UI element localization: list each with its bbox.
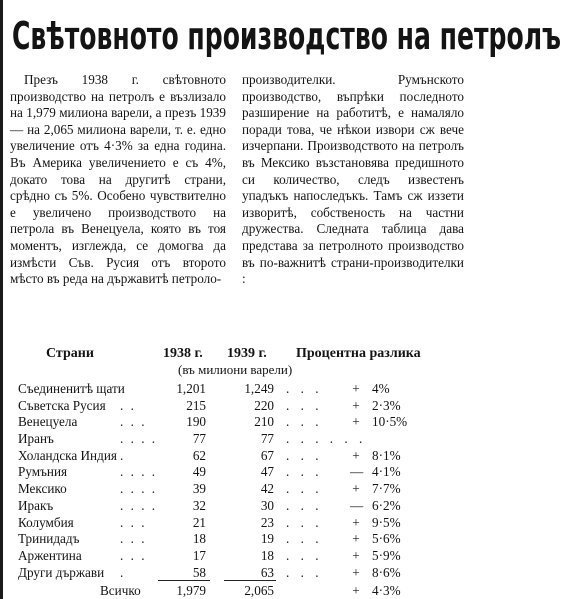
percent-change: 7·7% bbox=[372, 481, 401, 497]
change-sign: + bbox=[352, 397, 360, 413]
table-row bbox=[0, 515, 471, 532]
value-1938: 32 bbox=[192, 497, 206, 513]
table-row bbox=[0, 431, 471, 448]
header-1939: 1939 г. bbox=[227, 346, 267, 361]
change-sign: + bbox=[352, 514, 360, 530]
header-percent-diff: Процентна разлика bbox=[296, 346, 421, 361]
country-name: Венецуела bbox=[18, 414, 78, 430]
value-1938: 49 bbox=[192, 464, 206, 480]
table-row bbox=[0, 548, 471, 565]
value-1939: 18 bbox=[260, 547, 274, 563]
leader-dots: . bbox=[120, 447, 126, 463]
country-name: Колумбия bbox=[18, 514, 74, 530]
table-row bbox=[0, 481, 471, 498]
table-row bbox=[0, 498, 471, 515]
value-1939: 19 bbox=[260, 531, 274, 547]
leader-dots: . . . bbox=[286, 464, 323, 480]
percent-change: 2·3% bbox=[372, 397, 401, 413]
leader-dots: . . . bbox=[286, 414, 323, 430]
total-rule-1938 bbox=[158, 580, 210, 581]
table-row bbox=[0, 414, 471, 431]
total-1938: 1,979 bbox=[176, 583, 206, 598]
country-name: Съединенитѣ щати bbox=[18, 381, 125, 396]
country-name: Румъния bbox=[18, 464, 68, 480]
value-1939: 67 bbox=[260, 447, 274, 463]
value-1938: 1,201 bbox=[176, 381, 206, 396]
value-1938: 39 bbox=[192, 481, 206, 497]
leader-dots: . . . bbox=[286, 531, 323, 547]
header-unit: (въ милиони варели) bbox=[178, 362, 293, 377]
change-sign: + bbox=[352, 414, 360, 430]
leader-dots: . . . . bbox=[120, 431, 158, 447]
percent-change: 4% bbox=[372, 381, 390, 396]
leader-dots: . . . bbox=[120, 514, 147, 530]
change-sign: + bbox=[352, 531, 360, 547]
value-1939: 23 bbox=[260, 514, 274, 530]
change-sign: + bbox=[352, 481, 360, 497]
value-1938: 77 bbox=[192, 431, 206, 447]
change-sign: + bbox=[352, 564, 360, 580]
leader-dots: . . . bbox=[286, 381, 323, 396]
leader-dots: . . . bbox=[286, 564, 323, 580]
value-1938: 18 bbox=[192, 531, 206, 547]
percent-change: 4·1% bbox=[372, 464, 401, 480]
table-row bbox=[0, 398, 471, 415]
change-sign: + bbox=[352, 447, 360, 463]
value-1938: 190 bbox=[186, 414, 206, 430]
table-row bbox=[0, 565, 471, 582]
right-column-text: производителки. Румънското производство, въпрѣки последното разширение на работитѣ, е намаляло поради това, че нѣкои извори сж вече изчерпани. Производството на петролъ въ Мексико възстановява предишното си количество, следъ известенъ упадъкъ напоследъкъ. Тамъ сж иззети изворитѣ, собственость на частни дружества. Следната таблица дава представа за петролното производство въ по-важнитѣ страни-производителки : bbox=[242, 72, 464, 287]
country-name: Иракъ bbox=[18, 497, 54, 513]
table-total-row bbox=[0, 583, 471, 599]
change-sign: + bbox=[352, 381, 360, 396]
value-1939: 30 bbox=[260, 497, 274, 513]
percent-change: 9·5% bbox=[372, 514, 401, 530]
percent-change: 5·9% bbox=[372, 547, 401, 563]
total-rule-1939 bbox=[224, 580, 276, 581]
total-label: Всичко bbox=[100, 583, 141, 598]
leader-dots: . . . . bbox=[120, 464, 158, 480]
table-row bbox=[0, 448, 471, 465]
header-1938: 1938 г. bbox=[163, 346, 203, 361]
leader-dots: . . . bbox=[286, 397, 323, 413]
header-country: Страни bbox=[46, 346, 94, 361]
value-1939: 47 bbox=[260, 464, 274, 480]
value-1939: 63 bbox=[260, 564, 274, 580]
value-1939: 77 bbox=[260, 431, 274, 447]
left-column-text: Презъ 1938 г. свѣтовното производство на петролъ е възлизало на 1,979 милиона варели, а презъ 1939 — на 2,065 милиона варели, т. е. едно увеличение отъ 4·3% за една година. Въ Америка увеличението е съ 4%, докато това на другитѣ страни, срѣдно съ 5%. Особено чувствително е увеличено производството на петрола въ Венецуела, която въ тоя моментъ, изглежда, се домогва да измѣсти Съв. Русия отъ второто мѣсто въ реда на държавитѣ петроло- bbox=[10, 72, 226, 287]
production-table bbox=[0, 381, 471, 581]
percent-change: 6·2% bbox=[372, 497, 401, 513]
value-1939: 1,249 bbox=[244, 381, 274, 396]
leader-dots: . bbox=[120, 564, 126, 580]
value-1939: 42 bbox=[260, 481, 274, 497]
value-1939: 210 bbox=[254, 414, 274, 430]
country-name: Мексико bbox=[18, 481, 67, 497]
value-1938: 21 bbox=[192, 514, 206, 530]
value-1939: 220 bbox=[254, 397, 274, 413]
change-sign: — bbox=[350, 497, 364, 513]
article-title: Свѣтовното производство на петролъ bbox=[12, 14, 561, 58]
country-name: Други държави bbox=[18, 564, 105, 580]
country-name: Аржентина bbox=[18, 547, 82, 563]
leader-dots: . . . bbox=[286, 547, 323, 563]
total-sign: + bbox=[352, 583, 360, 598]
leader-dots: . . . bbox=[120, 547, 147, 563]
country-name: Тринидадъ bbox=[18, 531, 80, 547]
leader-dots: . . . bbox=[120, 531, 147, 547]
change-sign: + bbox=[352, 547, 360, 563]
percent-change: 5·6% bbox=[372, 531, 401, 547]
percent-change: 8·1% bbox=[372, 447, 401, 463]
country-name: Холандска Индия bbox=[18, 447, 117, 463]
article-right-column bbox=[242, 72, 464, 288]
leader-dots: . . . bbox=[286, 481, 323, 497]
country-name: Иранъ bbox=[18, 431, 54, 447]
leader-dots: . . . bbox=[120, 414, 147, 430]
leader-dots: . . . bbox=[286, 514, 323, 530]
leader-dots: . . . . . . bbox=[286, 431, 367, 447]
table-row bbox=[0, 464, 471, 481]
leader-dots: . . . bbox=[286, 447, 323, 463]
table-row bbox=[0, 381, 471, 398]
article-left-column bbox=[10, 72, 226, 288]
leader-dots: . . bbox=[120, 397, 136, 413]
total-1939: 2,065 bbox=[244, 583, 274, 598]
leader-dots: . . . . bbox=[120, 481, 158, 497]
leader-dots: . . . bbox=[286, 497, 323, 513]
value-1938: 17 bbox=[192, 547, 206, 563]
change-sign: — bbox=[350, 464, 364, 480]
percent-change: 8·6% bbox=[372, 564, 401, 580]
leader-dots: . . . . bbox=[120, 497, 158, 513]
value-1938: 58 bbox=[192, 564, 206, 580]
total-percent: 4·3% bbox=[372, 583, 401, 598]
table-row bbox=[0, 531, 471, 548]
value-1938: 62 bbox=[192, 447, 206, 463]
table-header bbox=[0, 346, 471, 380]
country-name: Съветска Русия bbox=[18, 397, 106, 413]
percent-change: 10·5% bbox=[372, 414, 408, 430]
value-1938: 215 bbox=[186, 397, 206, 413]
